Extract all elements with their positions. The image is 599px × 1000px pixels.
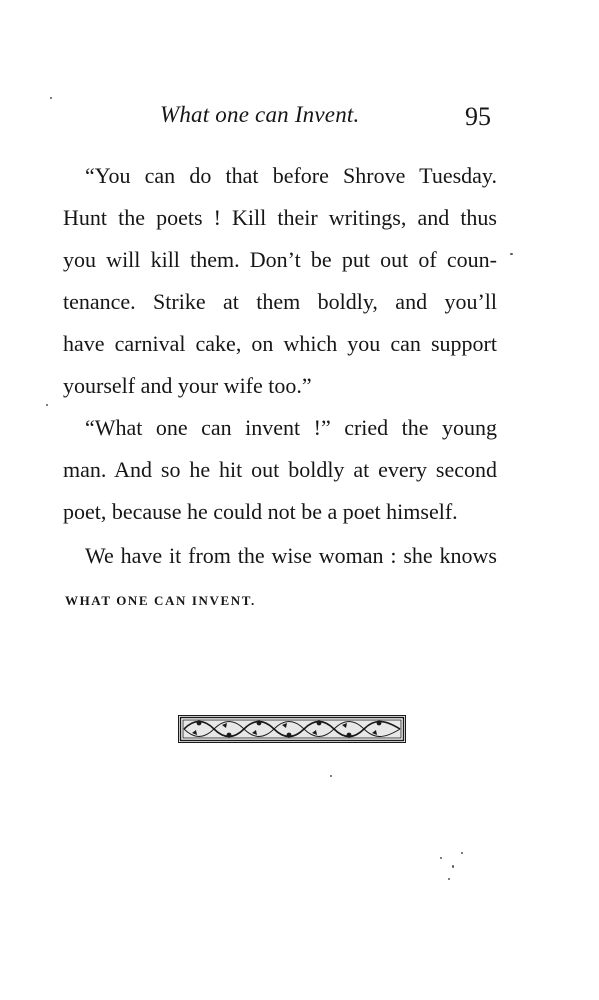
- paper-speck: [440, 857, 442, 859]
- running-head: [0, 100, 599, 134]
- running-title: What one can Invent.: [160, 102, 360, 127]
- page-number: 95: [465, 102, 491, 131]
- paper-speck: [330, 775, 332, 777]
- tailpiece-ornament-icon: [178, 715, 406, 743]
- paper-speck: [448, 878, 450, 880]
- text-line-7: “What one can invent !” cried the young: [85, 415, 497, 440]
- text-line-8: man. And so he hit out boldly at every second: [63, 457, 497, 482]
- text-line-3: you will kill them. Don’t be put out of coun-: [63, 247, 497, 272]
- text-line-4: tenance. Strike at them boldly, and you’ll: [63, 289, 497, 314]
- paper-speck: [452, 865, 454, 868]
- paper-speck: [510, 253, 513, 255]
- text-line-9: poet, because he could not be a poet himself.: [63, 499, 458, 524]
- paper-speck: [46, 404, 48, 406]
- text-line-1: “You can do that before Shrove Tuesday.: [85, 163, 497, 188]
- closing-caps-line: WHAT ONE CAN INVENT.: [65, 593, 256, 608]
- text-line-10: We have it from the wise woman : she knows: [85, 543, 497, 568]
- paper-speck: [461, 852, 463, 854]
- text-line-6: yourself and your wife too.”: [63, 373, 312, 398]
- paper-speck: [50, 97, 52, 99]
- text-line-2: Hunt the poets ! Kill their writings, and thus: [63, 205, 497, 230]
- text-line-5: have carnival cake, on which you can support: [63, 331, 497, 356]
